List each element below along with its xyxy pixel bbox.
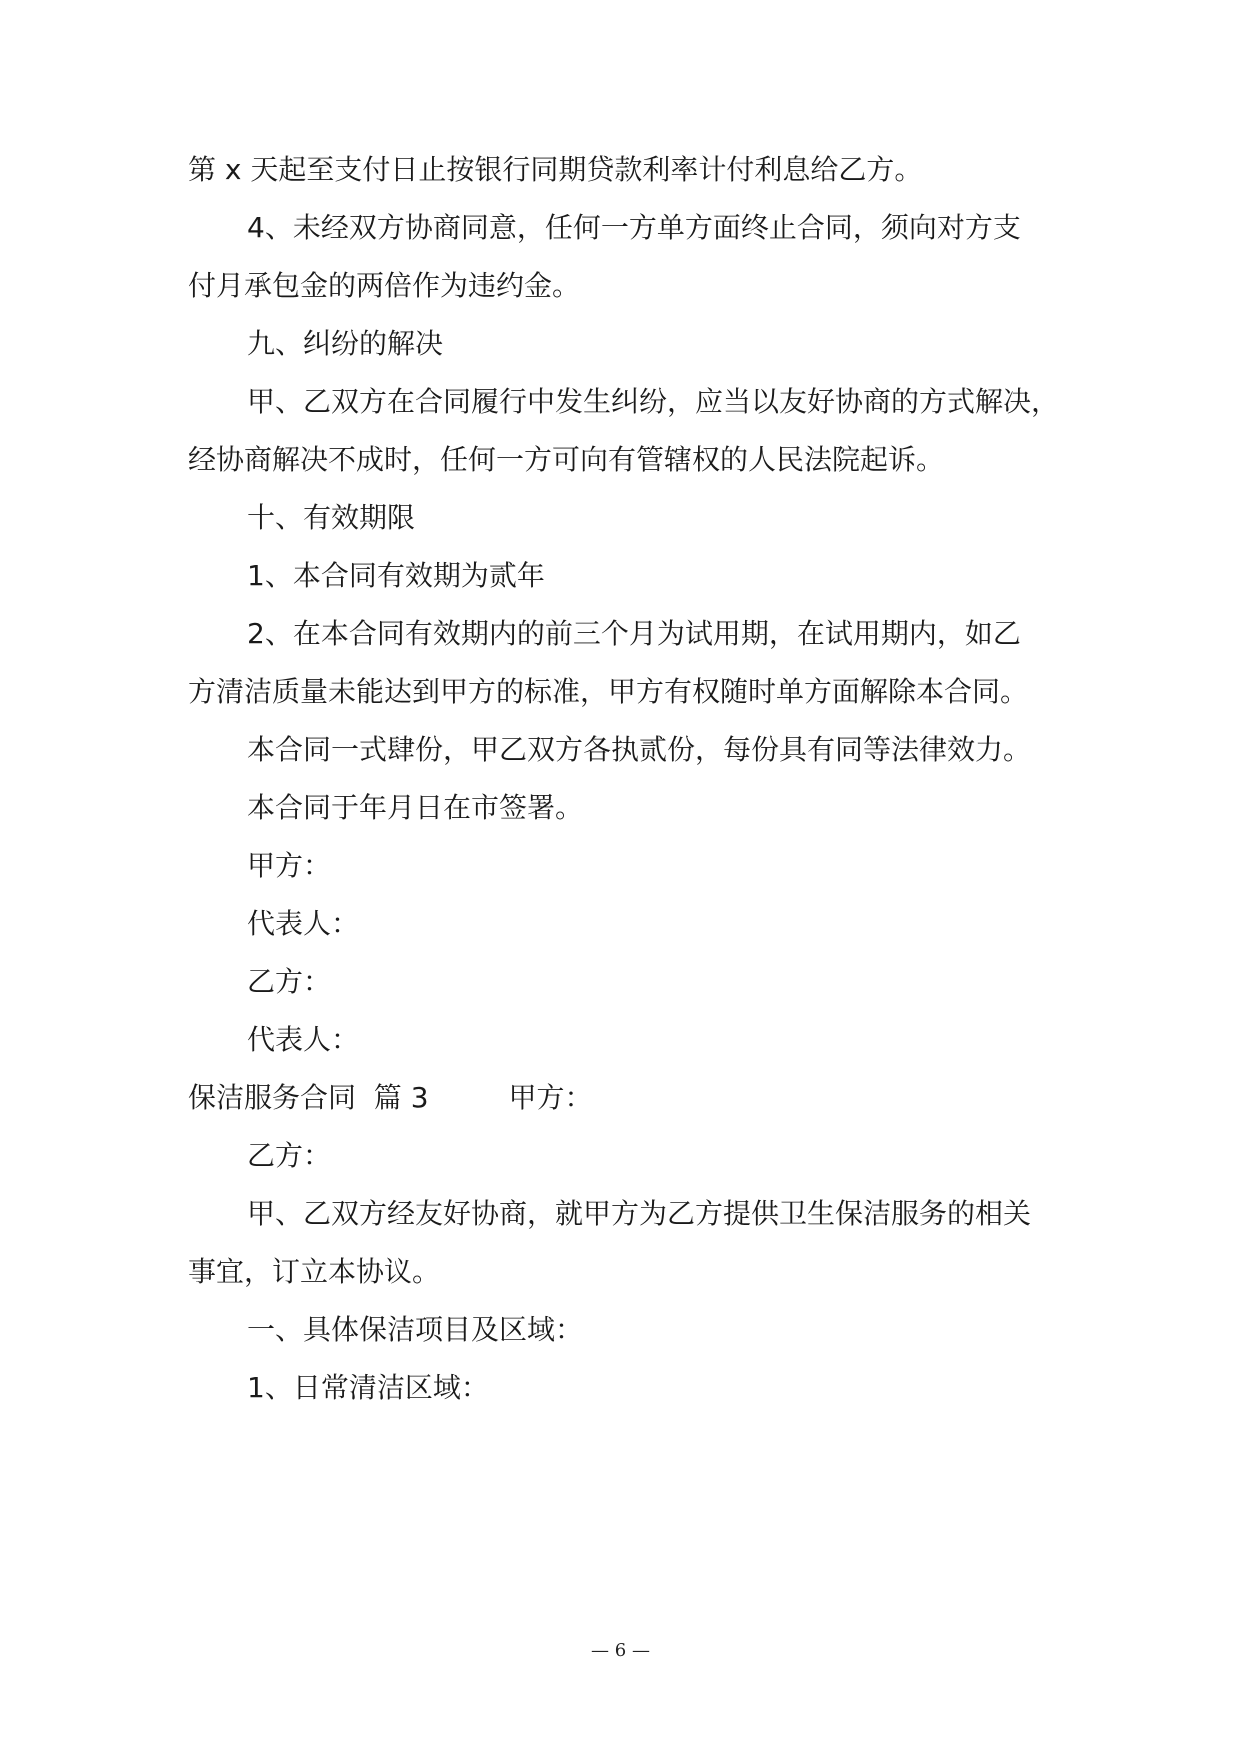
paragraph-line: 方清洁质量未能达到甲方的标准，甲方有权随时单方面解除本合同。 (188, 675, 1029, 708)
paragraph-line: 本合同于年月日在市签署。 (247, 791, 584, 824)
paragraph-line: 1、日常清洁区域： (247, 1371, 489, 1404)
signature-label: 乙方： (247, 965, 332, 998)
page-number: — 6 — (591, 1640, 650, 1661)
signature-label: 代表人： (247, 907, 360, 940)
paragraph-line: 本合同一式肆份，甲乙双方各执贰份，每份具有同等法律效力。 (247, 733, 1032, 766)
section-heading: 十、有效期限 (247, 501, 416, 534)
section-heading: 一、具体保洁项目及区域： (247, 1313, 584, 1346)
paragraph-line: 第 x 天起至支付日止按银行同期贷款利率计付利息给乙方。 (188, 153, 923, 186)
paragraph-line: 1、本合同有效期为贰年 (247, 559, 545, 592)
paragraph-line: 事宜，订立本协议。 (188, 1255, 441, 1288)
contract-title: 保洁服务合同 篇 3 (188, 1081, 429, 1114)
paragraph-line: 甲、乙双方在合同履行中发生纠纷，应当以友好协商的方式解决， (247, 385, 1060, 418)
paragraph-line: 2、在本合同有效期内的前三个月为试用期，在试用期内，如乙 (247, 617, 1021, 650)
signature-label: 乙方： (247, 1139, 332, 1172)
contract-heading (188, 1078, 593, 1118)
section-heading: 九、纠纷的解决 (247, 327, 444, 360)
signature-label: 甲方： (247, 849, 332, 882)
paragraph-line: 付月承包金的两倍作为违约金。 (188, 269, 581, 302)
paragraph-line: 经协商解决不成时，任何一方可向有管辖权的人民法院起诉。 (188, 443, 945, 476)
paragraph-line: 甲、乙双方经友好协商，就甲方为乙方提供卫生保洁服务的相关 (247, 1197, 1032, 1230)
signature-label: 代表人： (247, 1023, 360, 1056)
paragraph-line: 4、未经双方协商同意，任何一方单方面终止合同，须向对方支 (247, 211, 1021, 244)
party-a-label: 甲方： (508, 1081, 593, 1114)
